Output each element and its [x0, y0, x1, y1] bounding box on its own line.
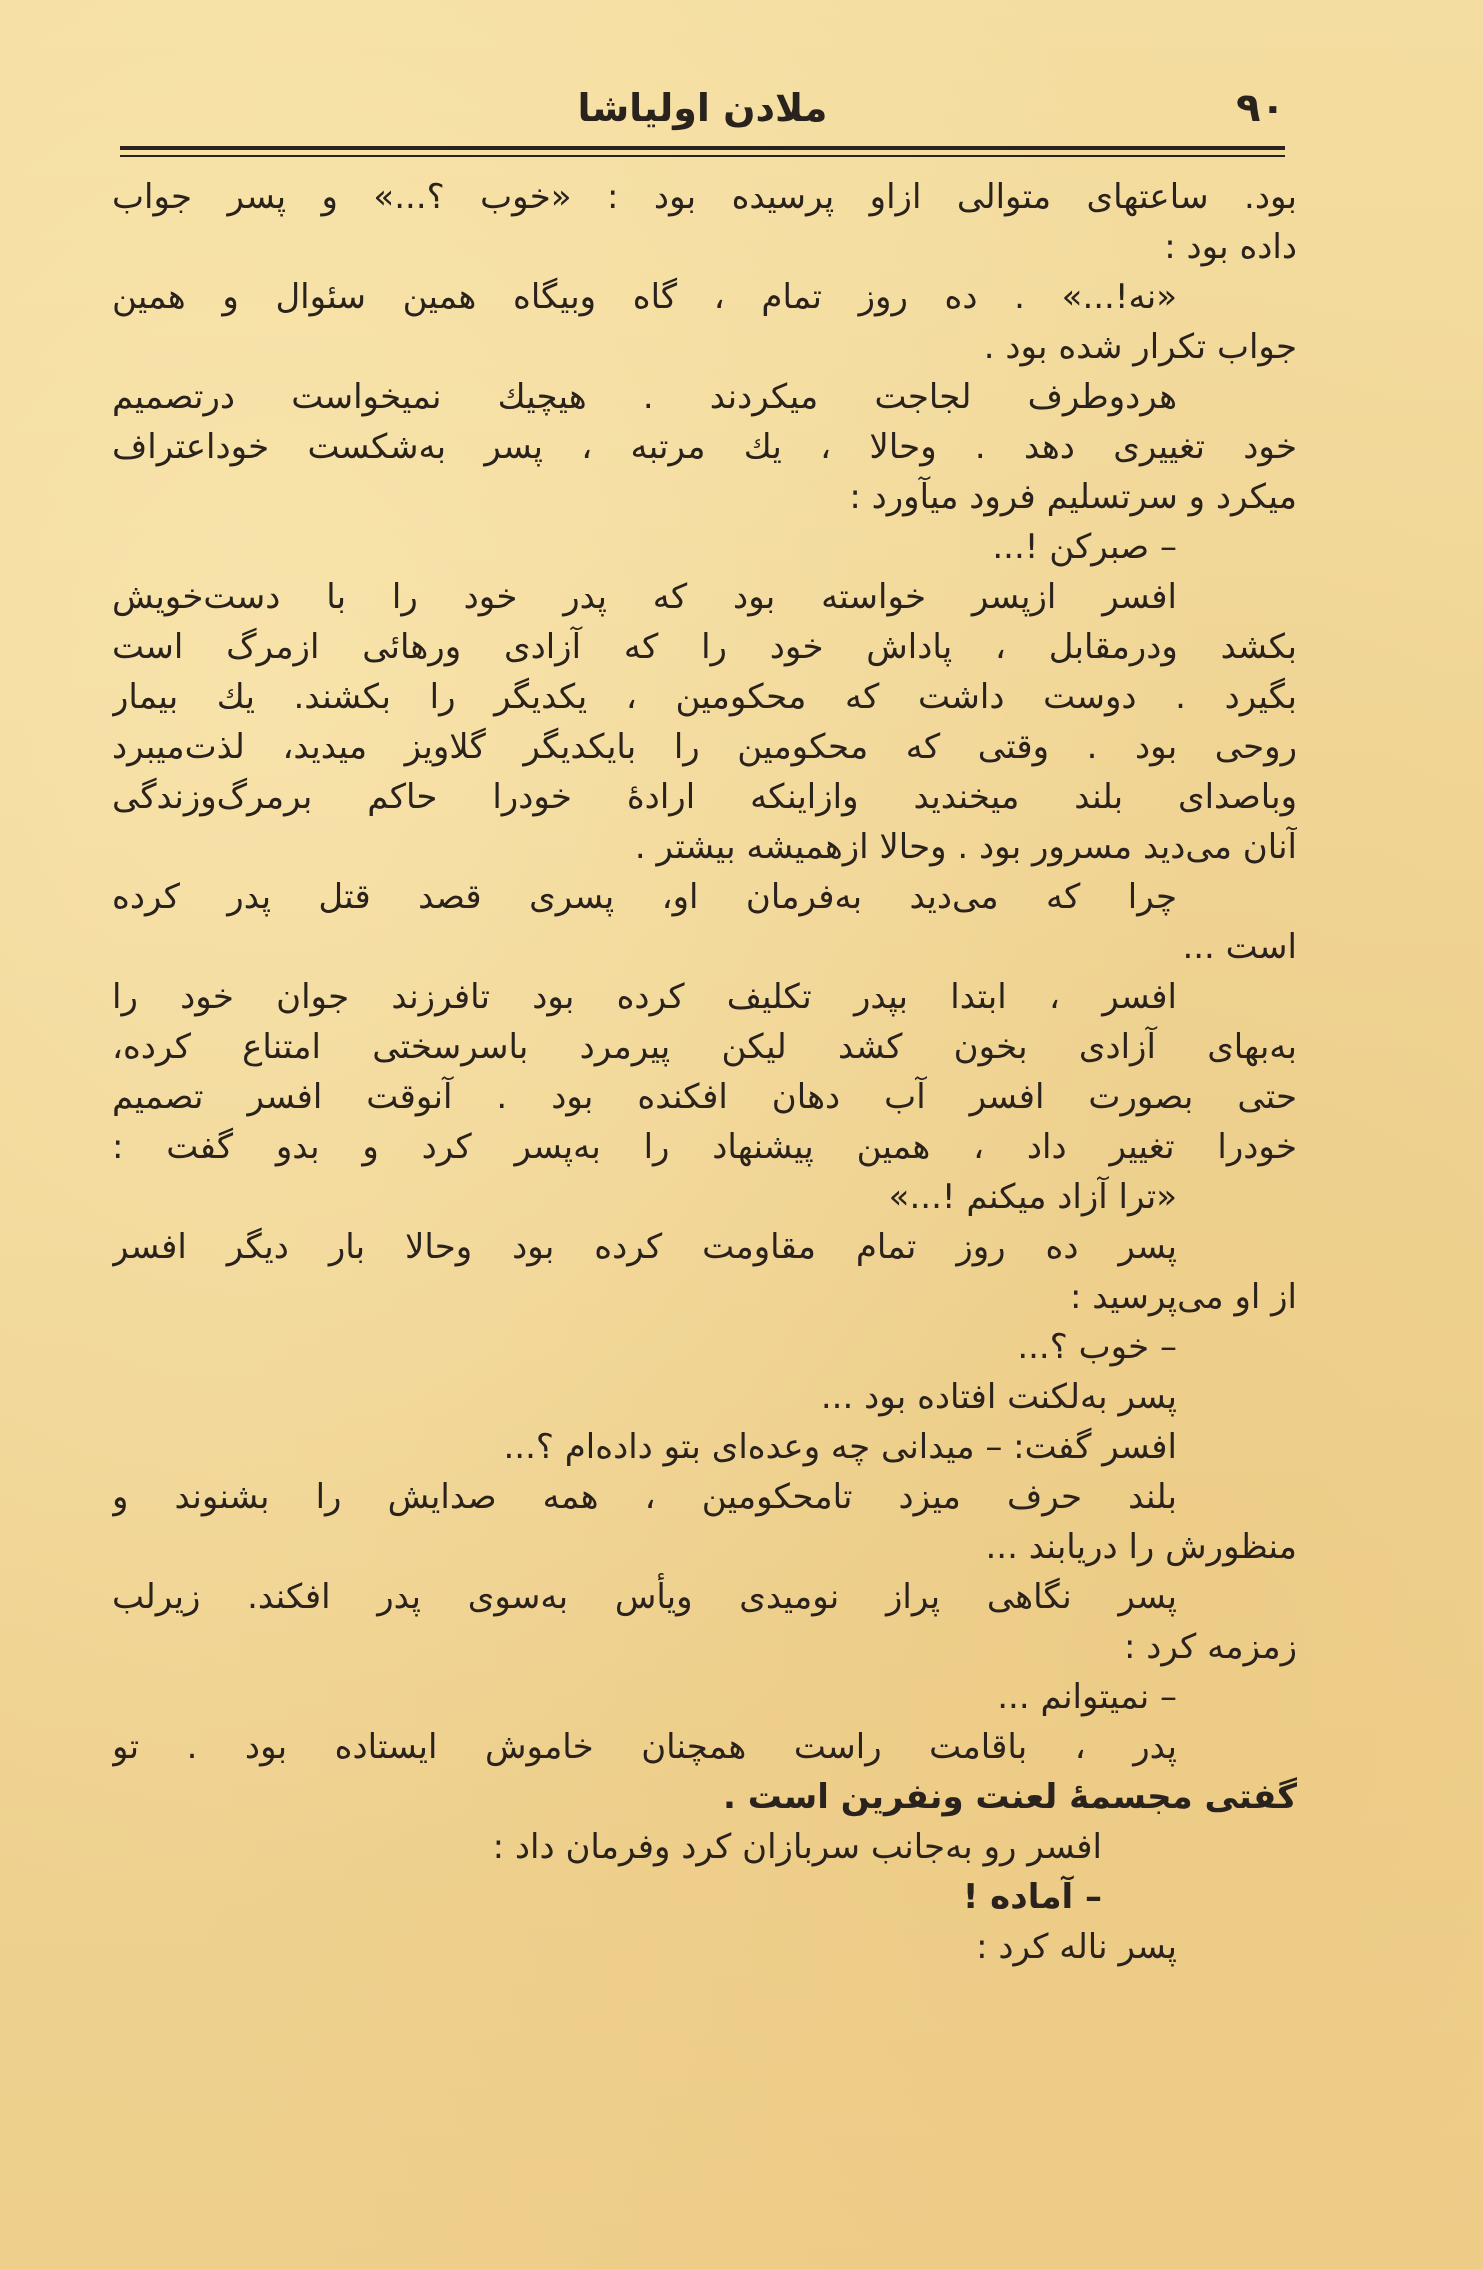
- header-rule-thin: [120, 155, 1285, 157]
- text-line: – خوب ؟...: [1017, 1327, 1177, 1367]
- text-line: افسر گفت: – میدانی چه وعده‌ای بتو داده‌ام ؟...: [503, 1427, 1177, 1467]
- page-header: [120, 78, 1285, 138]
- text-line: آنان می‌دید مسرور بود . وحالا ازهمیشه بیشتر .: [634, 827, 1297, 867]
- body-text: [112, 172, 1297, 1972]
- text-line: خود تغییری دهد . وحالا ، یك مرتبه ، پسر به‌شکست خوداعتراف: [112, 427, 1297, 467]
- text-line: بکشد ودرمقابل ، پاداش خود را که آزادی ورهائی ازمرگ است: [112, 627, 1297, 667]
- text-line: از او می‌پرسید :: [1070, 1277, 1297, 1317]
- text-line: «نه!...» . ده روز تمام ، گاه وبیگاه همین سئوال و همین: [112, 277, 1177, 317]
- text-line: افسر ، ابتدا بپدر تکلیف کرده بود تافرزند جوان خود را: [112, 977, 1177, 1017]
- text-line: – آماده !: [962, 1877, 1102, 1917]
- text-line: افسر ازپسر خواسته بود که پدر خود را با دست‌خویش: [112, 577, 1177, 617]
- text-line: منظورش را دریابند ...: [985, 1527, 1297, 1567]
- text-line: به‌بهای آزادی بخون کشد لیکن پیرمرد باسرسختی امتناع کرده،: [112, 1027, 1297, 1067]
- text-line: حتی بصورت افسر آب دهان افکنده بود . آنوقت افسر تصمیم: [112, 1077, 1297, 1117]
- text-line: افسر رو به‌جانب سربازان کرد وفرمان داد :: [492, 1827, 1102, 1867]
- text-line: بلند حرف میزد تامحکومین ، همه صدایش را بشنوند و: [112, 1477, 1177, 1517]
- text-line: «ترا آزاد میکنم !...»: [888, 1177, 1177, 1217]
- text-line: بگیرد . دوست داشت که محکومین ، یکدیگر را بکشند. یك بیمار: [112, 677, 1297, 717]
- text-line: – صبرکن !...: [992, 527, 1177, 567]
- text-line: پسر نگاهی پراز نومیدی ویأس به‌سوی پدر افکند. زیرلب: [112, 1577, 1177, 1617]
- text-line: هردوطرف لجاجت میکردند . هیچیك نمیخواست درتصمیم: [112, 377, 1177, 417]
- text-line: پسر به‌لکنت افتاده بود ...: [820, 1377, 1177, 1417]
- text-line: زمزمه کرد :: [1124, 1627, 1297, 1667]
- text-line: گفتی مجسمهٔ لعنت ونفرین است .: [723, 1777, 1297, 1817]
- text-line: روحی بود . وقتی که محکومین را بایکدیگر گلاویز میدید، لذت‌میبرد: [112, 727, 1297, 767]
- text-line: چرا که می‌دید به‌فرمان او، پسری قصد قتل پدر کرده: [112, 877, 1177, 917]
- page-number: ۹۰: [1236, 85, 1285, 131]
- text-line: جواب تکرار شده بود .: [983, 327, 1297, 367]
- text-line: پسر ده روز تمام مقاومت کرده بود وحالا بار دیگر افسر: [112, 1227, 1177, 1267]
- text-line: وباصدای بلند میخندید وازاینکه ارادهٔ خودرا حاکم برمرگ‌وزندگی: [112, 777, 1297, 817]
- header-rule-thick: [120, 146, 1285, 150]
- text-line: – نمیتوانم ...: [997, 1677, 1177, 1717]
- text-line: داده بود :: [1164, 227, 1297, 267]
- text-line: خودرا تغییر داد ، همین پیشنهاد را به‌پسر کرد و بدو گفت :: [112, 1127, 1297, 1167]
- text-line: پدر ، باقامت راست همچنان خاموش ایستاده بود . تو: [112, 1727, 1177, 1767]
- running-head: ملادن اولیاشا: [577, 86, 828, 130]
- text-line: بود. ساعتهای متوالی ازاو پرسیده بود : «خوب ؟...» و پسر جواب: [112, 177, 1297, 217]
- text-line: است ...: [1182, 927, 1297, 967]
- text-line: میکرد و سرتسلیم فرود میآورد :: [849, 477, 1297, 517]
- text-line: پسر ناله کرد :: [976, 1927, 1177, 1967]
